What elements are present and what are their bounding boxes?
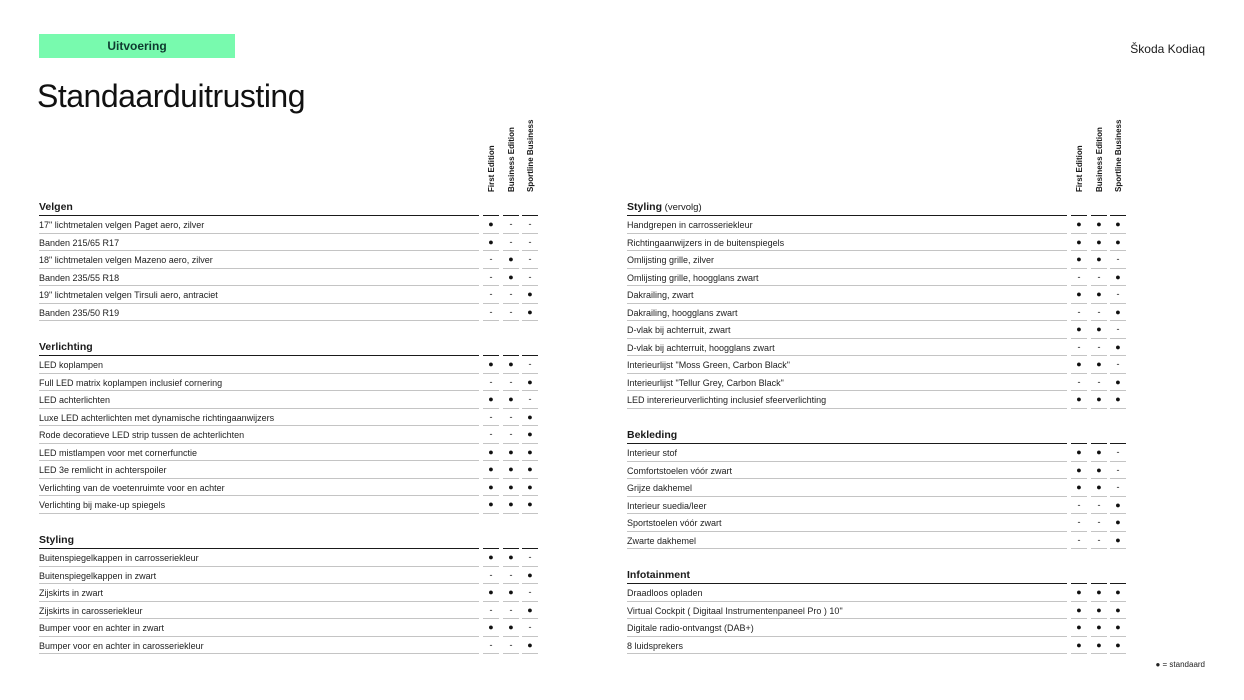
section-styling [627,198,1129,409]
row-label: Verlichting bij make-up spiegels [39,500,166,510]
not-available-dash: - [509,219,513,229]
standard-dot: ● [1115,499,1121,510]
not-available-dash: - [1097,306,1101,317]
standard-dot: ● [1076,254,1082,264]
row-divider-marker [1110,653,1126,654]
section-title-text: Styling [627,201,663,213]
table-row [39,461,541,479]
standard-dot: ● [1115,376,1121,387]
standard-dot: ● [1076,604,1082,615]
standard-dot: ● [508,587,514,597]
row-label: Omlijsting grille, zilver [627,255,715,265]
table-row [39,234,541,252]
not-available-dash: - [528,394,532,404]
not-available-dash: - [509,639,513,650]
standard-dot: ● [527,289,533,299]
standard-dot: ● [1115,534,1121,545]
table-row [627,304,1129,322]
table-row [627,374,1129,392]
section-verlichting [39,338,541,514]
standard-dot: ● [1076,289,1082,299]
row-label: Sportstoelen vóór zwart [627,518,722,528]
row-label: Bumper voor en achter in carosseriekleur [39,640,204,651]
standard-dot: ● [1076,324,1082,334]
section-title-text: Bekleding [627,429,678,441]
not-available-dash: - [1097,499,1101,510]
section-header [627,566,1129,584]
table-row [627,514,1129,532]
not-available-dash: - [1116,464,1120,475]
column-header [1072,122,1088,192]
table-row [627,269,1129,287]
standard-dot: ● [1115,394,1121,404]
table-row [627,286,1129,304]
table-row [39,251,541,269]
row-divider-marker [522,513,538,514]
standard-dot: ● [1076,482,1082,492]
standard-dot: ● [1096,236,1102,247]
standard-dot: ● [527,376,533,387]
table-row [627,321,1129,339]
row-label: Banden 235/55 R18 [39,272,120,283]
standard-dot: ● [1076,587,1082,597]
table-row [39,584,541,602]
table-row [39,286,541,304]
not-available-dash: - [528,552,532,562]
row-label: Banden 235/50 R19 [39,307,120,318]
row-divider-marker [483,320,499,321]
row-label: Banden 215/65 R17 [39,237,120,248]
row-label: Digitale radio-ontvangst (DAB+) [627,623,754,633]
standard-dot: ● [508,464,514,474]
row-label: Handgrepen in carrosseriekleur [627,220,753,230]
row-label: 8 luidsprekers [627,640,684,651]
standard-dot: ● [527,464,533,474]
row-divider-marker [1071,408,1087,409]
row-divider [39,653,479,654]
column-header-label: First Edition [1075,145,1084,192]
row-label: Verlichting van de voetenruimte voor en achter [39,482,225,493]
row-label: D-vlak bij achterruit, zwart [627,325,731,335]
not-available-dash: - [509,604,513,615]
row-label: Zwarte dakhemel [627,535,697,546]
row-divider-marker [1091,408,1107,409]
not-available-dash: - [489,271,493,282]
standard-dot: ● [1096,622,1102,632]
not-available-dash: - [528,219,532,229]
not-available-dash: - [489,289,493,299]
row-divider-marker [1091,548,1107,549]
table-row [627,602,1129,620]
table-row [39,637,541,655]
standard-dot: ● [1076,359,1082,369]
standard-dot: ● [527,569,533,580]
standard-dot: ● [508,552,514,562]
row-label: 19" lichtmetalen velgen Tirsuli aero, antraciet [39,290,218,300]
not-available-dash: - [509,411,513,422]
standard-dot: ● [1115,587,1121,597]
not-available-dash: - [489,254,493,264]
row-label: LED intererieurverlichting inclusief sfeerverlichting [627,395,827,405]
standard-dot: ● [1096,464,1102,475]
standard-dot: ● [1115,517,1121,527]
row-label: 18" lichtmetalen velgen Mazeno aero, zilver [39,255,213,265]
row-label: Interieurlijst "Tellur Grey, Carbon Black" [627,377,784,388]
column-headers [1074,120,1134,192]
column-headers [486,120,546,192]
standard-dot: ● [1096,587,1102,597]
row-label: Grijze dakhemel [627,483,693,493]
row-label: LED koplampen [39,360,104,370]
standard-dot: ● [488,236,494,247]
not-available-dash: - [489,306,493,317]
section-title [627,429,677,441]
row-divider-marker [1110,408,1126,409]
table-row [627,532,1129,550]
row-label: LED mistlampen voor met cornerfunctie [39,447,198,458]
not-available-dash: - [1097,376,1101,387]
column-header-label: First Edition [487,145,496,192]
standard-dot: ● [1115,306,1121,317]
standard-dot: ● [488,499,494,509]
row-label: D-vlak bij achterruit, hoogglans zwart [627,342,775,353]
not-available-dash: - [528,359,532,369]
row-label: Draadloos opladen [627,588,703,598]
section-title-text: Velgen [39,201,73,213]
not-available-dash: - [509,376,513,387]
standard-dot: ● [488,219,494,229]
row-label: Omlijsting grille, hoogglans zwart [627,272,759,283]
row-label: Bumper voor en achter in zwart [39,623,165,633]
section-badge: Uitvoering [39,34,235,58]
standard-dot: ● [1115,639,1121,650]
standard-dot: ● [1096,447,1102,457]
standard-dot: ● [527,604,533,615]
table-row [627,637,1129,655]
not-available-dash: - [489,376,493,387]
standard-dot: ● [527,639,533,650]
row-divider-marker [1110,548,1126,549]
table-row [627,584,1129,602]
standard-dot: ● [527,499,533,509]
not-available-dash: - [1116,289,1120,299]
standard-dot: ● [1096,482,1102,492]
table-row [39,479,541,497]
section-styling [39,531,541,654]
standard-dot: ● [1096,359,1102,369]
not-available-dash: - [1116,359,1120,369]
legend: ● = standaard [1155,660,1205,669]
row-divider-marker [1091,653,1107,654]
standard-dot: ● [488,446,494,457]
not-available-dash: - [489,569,493,580]
row-label: Interieur suedia/leer [627,500,707,511]
row-label: Buitenspiegelkappen in carrosseriekleur [39,553,199,563]
standard-dot: ● [488,552,494,562]
standard-dot: ● [488,622,494,632]
section-title-suffix: (vervolg) [662,202,702,213]
not-available-dash: - [1097,271,1101,282]
table-row [627,234,1129,252]
standard-dot: ● [488,394,494,404]
table-row [39,374,541,392]
row-divider-marker [522,653,538,654]
row-divider [627,408,1067,409]
section-title [627,569,690,581]
table-row [39,391,541,409]
standard-dot: ● [527,306,533,317]
column-header [504,122,520,192]
row-divider [627,548,1067,549]
standard-dot: ● [1096,219,1102,229]
table-row [39,444,541,462]
column-header-label: Sportline Business [526,119,535,192]
column-header-label: Business Edition [507,127,516,192]
row-label: Virtual Cockpit ( Digitaal Instrumentenpaneel Pro ) 10" [627,605,843,616]
not-available-dash: - [1077,376,1081,387]
standard-dot: ● [488,587,494,597]
standard-dot: ● [1115,604,1121,615]
table-row [39,304,541,322]
standard-dot: ● [508,271,514,282]
table-row [627,251,1129,269]
row-label: Luxe LED achterlichten met dynamische richtingaanwijzers [39,412,275,423]
not-available-dash: - [489,639,493,650]
row-label: Richtingaanwijzers in de buitenspiegels [627,237,785,248]
column-header-label: Sportline Business [1114,119,1123,192]
not-available-dash: - [528,236,532,247]
standard-dot: ● [1076,219,1082,229]
standard-dot: ● [508,446,514,457]
table-row [39,602,541,620]
not-available-dash: - [489,411,493,422]
table-row [39,216,541,234]
not-available-dash: - [528,254,532,264]
row-label: Dakrailing, hoogglans zwart [627,307,738,318]
column-header [484,122,500,192]
table-row [627,339,1129,357]
row-label: Dakrailing, zwart [627,290,694,300]
standard-dot: ● [527,481,533,492]
table-row [39,549,541,567]
row-label: Rode decoratieve LED strip tussen de achterlichten [39,430,245,440]
row-divider-marker [483,513,499,514]
row-divider-marker [522,320,538,321]
table-row [39,269,541,287]
row-label: Zijskirts in carosseriekleur [39,605,143,616]
standard-dot: ● [1096,604,1102,615]
row-divider-marker [1071,548,1087,549]
table-row [627,462,1129,480]
row-label: LED achterlichten [39,395,111,405]
not-available-dash: - [1116,447,1120,457]
row-label: Interieurlijst "Moss Green, Carbon Black" [627,360,790,370]
row-divider-marker [503,513,519,514]
table-row [627,497,1129,515]
not-available-dash: - [1116,324,1120,334]
table-row [39,356,541,374]
standard-dot: ● [1076,447,1082,457]
column-header [1092,122,1108,192]
table-row [39,426,541,444]
section-title-text: Styling [39,534,75,546]
column-header [523,119,539,192]
standard-dot: ● [488,481,494,492]
row-label: Buitenspiegelkappen in zwart [39,570,157,581]
standard-dot: ● [508,394,514,404]
table-row [39,409,541,427]
not-available-dash: - [1077,499,1081,510]
section-bekleding [627,426,1129,549]
section-header [39,531,541,549]
not-available-dash: - [1116,482,1120,492]
standard-dot: ● [508,254,514,264]
section-header [39,338,541,356]
standard-dot: ● [508,622,514,632]
not-available-dash: - [509,289,513,299]
row-divider [627,653,1067,654]
standard-dot: ● [1076,236,1082,247]
row-divider-marker [1071,653,1087,654]
standard-dot: ● [1115,236,1121,247]
not-available-dash: - [528,271,532,282]
not-available-dash: - [509,569,513,580]
not-available-dash: - [528,622,532,632]
table-row [627,619,1129,637]
not-available-dash: - [489,604,493,615]
standard-dot: ● [1115,271,1121,282]
not-available-dash: - [1097,517,1101,527]
row-label: Comfortstoelen vóór zwart [627,465,733,476]
not-available-dash: - [1077,534,1081,545]
not-available-dash: - [1116,254,1120,264]
table-row [627,216,1129,234]
standard-dot: ● [1076,639,1082,650]
column-header-label: Business Edition [1095,127,1104,192]
table-row [627,391,1129,409]
not-available-dash: - [1097,341,1101,352]
standard-dot: ● [527,429,533,439]
not-available-dash: - [1077,271,1081,282]
row-divider-marker [503,320,519,321]
standard-dot: ● [1076,464,1082,475]
section-velgen [39,198,541,321]
not-available-dash: - [1097,534,1101,545]
table-row [39,496,541,514]
standard-dot: ● [1115,219,1121,229]
row-divider-marker [503,653,519,654]
standard-dot: ● [1076,622,1082,632]
standard-dot: ● [1096,254,1102,264]
table-row [627,444,1129,462]
standard-dot: ● [527,411,533,422]
standard-dot: ● [508,481,514,492]
row-label: 17" lichtmetalen velgen Paget aero, zilver [39,220,205,230]
section-title [39,341,93,353]
table-row [627,356,1129,374]
table-row [627,479,1129,497]
standard-dot: ● [1076,394,1082,404]
row-divider [39,513,479,514]
standard-dot: ● [527,446,533,457]
section-header [39,198,541,216]
section-header [627,426,1129,444]
standard-dot: ● [1115,341,1121,352]
standard-dot: ● [488,464,494,474]
not-available-dash: - [509,306,513,317]
row-divider-marker [483,653,499,654]
section-title-text: Verlichting [39,341,93,353]
row-label: Full LED matrix koplampen inclusief cornering [39,377,223,388]
section-header [627,198,1129,216]
section-title [627,201,702,213]
standard-dot: ● [508,499,514,509]
not-available-dash: - [1077,306,1081,317]
not-available-dash: - [1077,517,1081,527]
not-available-dash: - [1077,341,1081,352]
standard-dot: ● [1096,324,1102,334]
not-available-dash: - [509,236,513,247]
column-header [1111,119,1127,192]
standard-dot: ● [1115,622,1121,632]
table-row [39,567,541,585]
row-divider [39,320,479,321]
table-row [39,619,541,637]
not-available-dash: - [528,587,532,597]
section-title [39,201,73,213]
not-available-dash: - [509,429,513,439]
standard-dot: ● [488,359,494,369]
section-title-text: Infotainment [627,569,690,581]
section-title [39,534,74,546]
standard-dot: ● [1096,639,1102,650]
not-available-dash: - [489,429,493,439]
row-label: Zijskirts in zwart [39,588,104,598]
page-title: Standaarduitrusting [37,78,306,114]
row-label: LED 3e remlicht in achterspoiler [39,465,167,475]
section-infotainment [627,566,1129,654]
row-label: Interieur stof [627,448,678,458]
standard-dot: ● [508,359,514,369]
standard-dot: ● [1096,394,1102,404]
brand-name: Škoda Kodiaq [1130,42,1205,56]
standard-dot: ● [1096,289,1102,299]
